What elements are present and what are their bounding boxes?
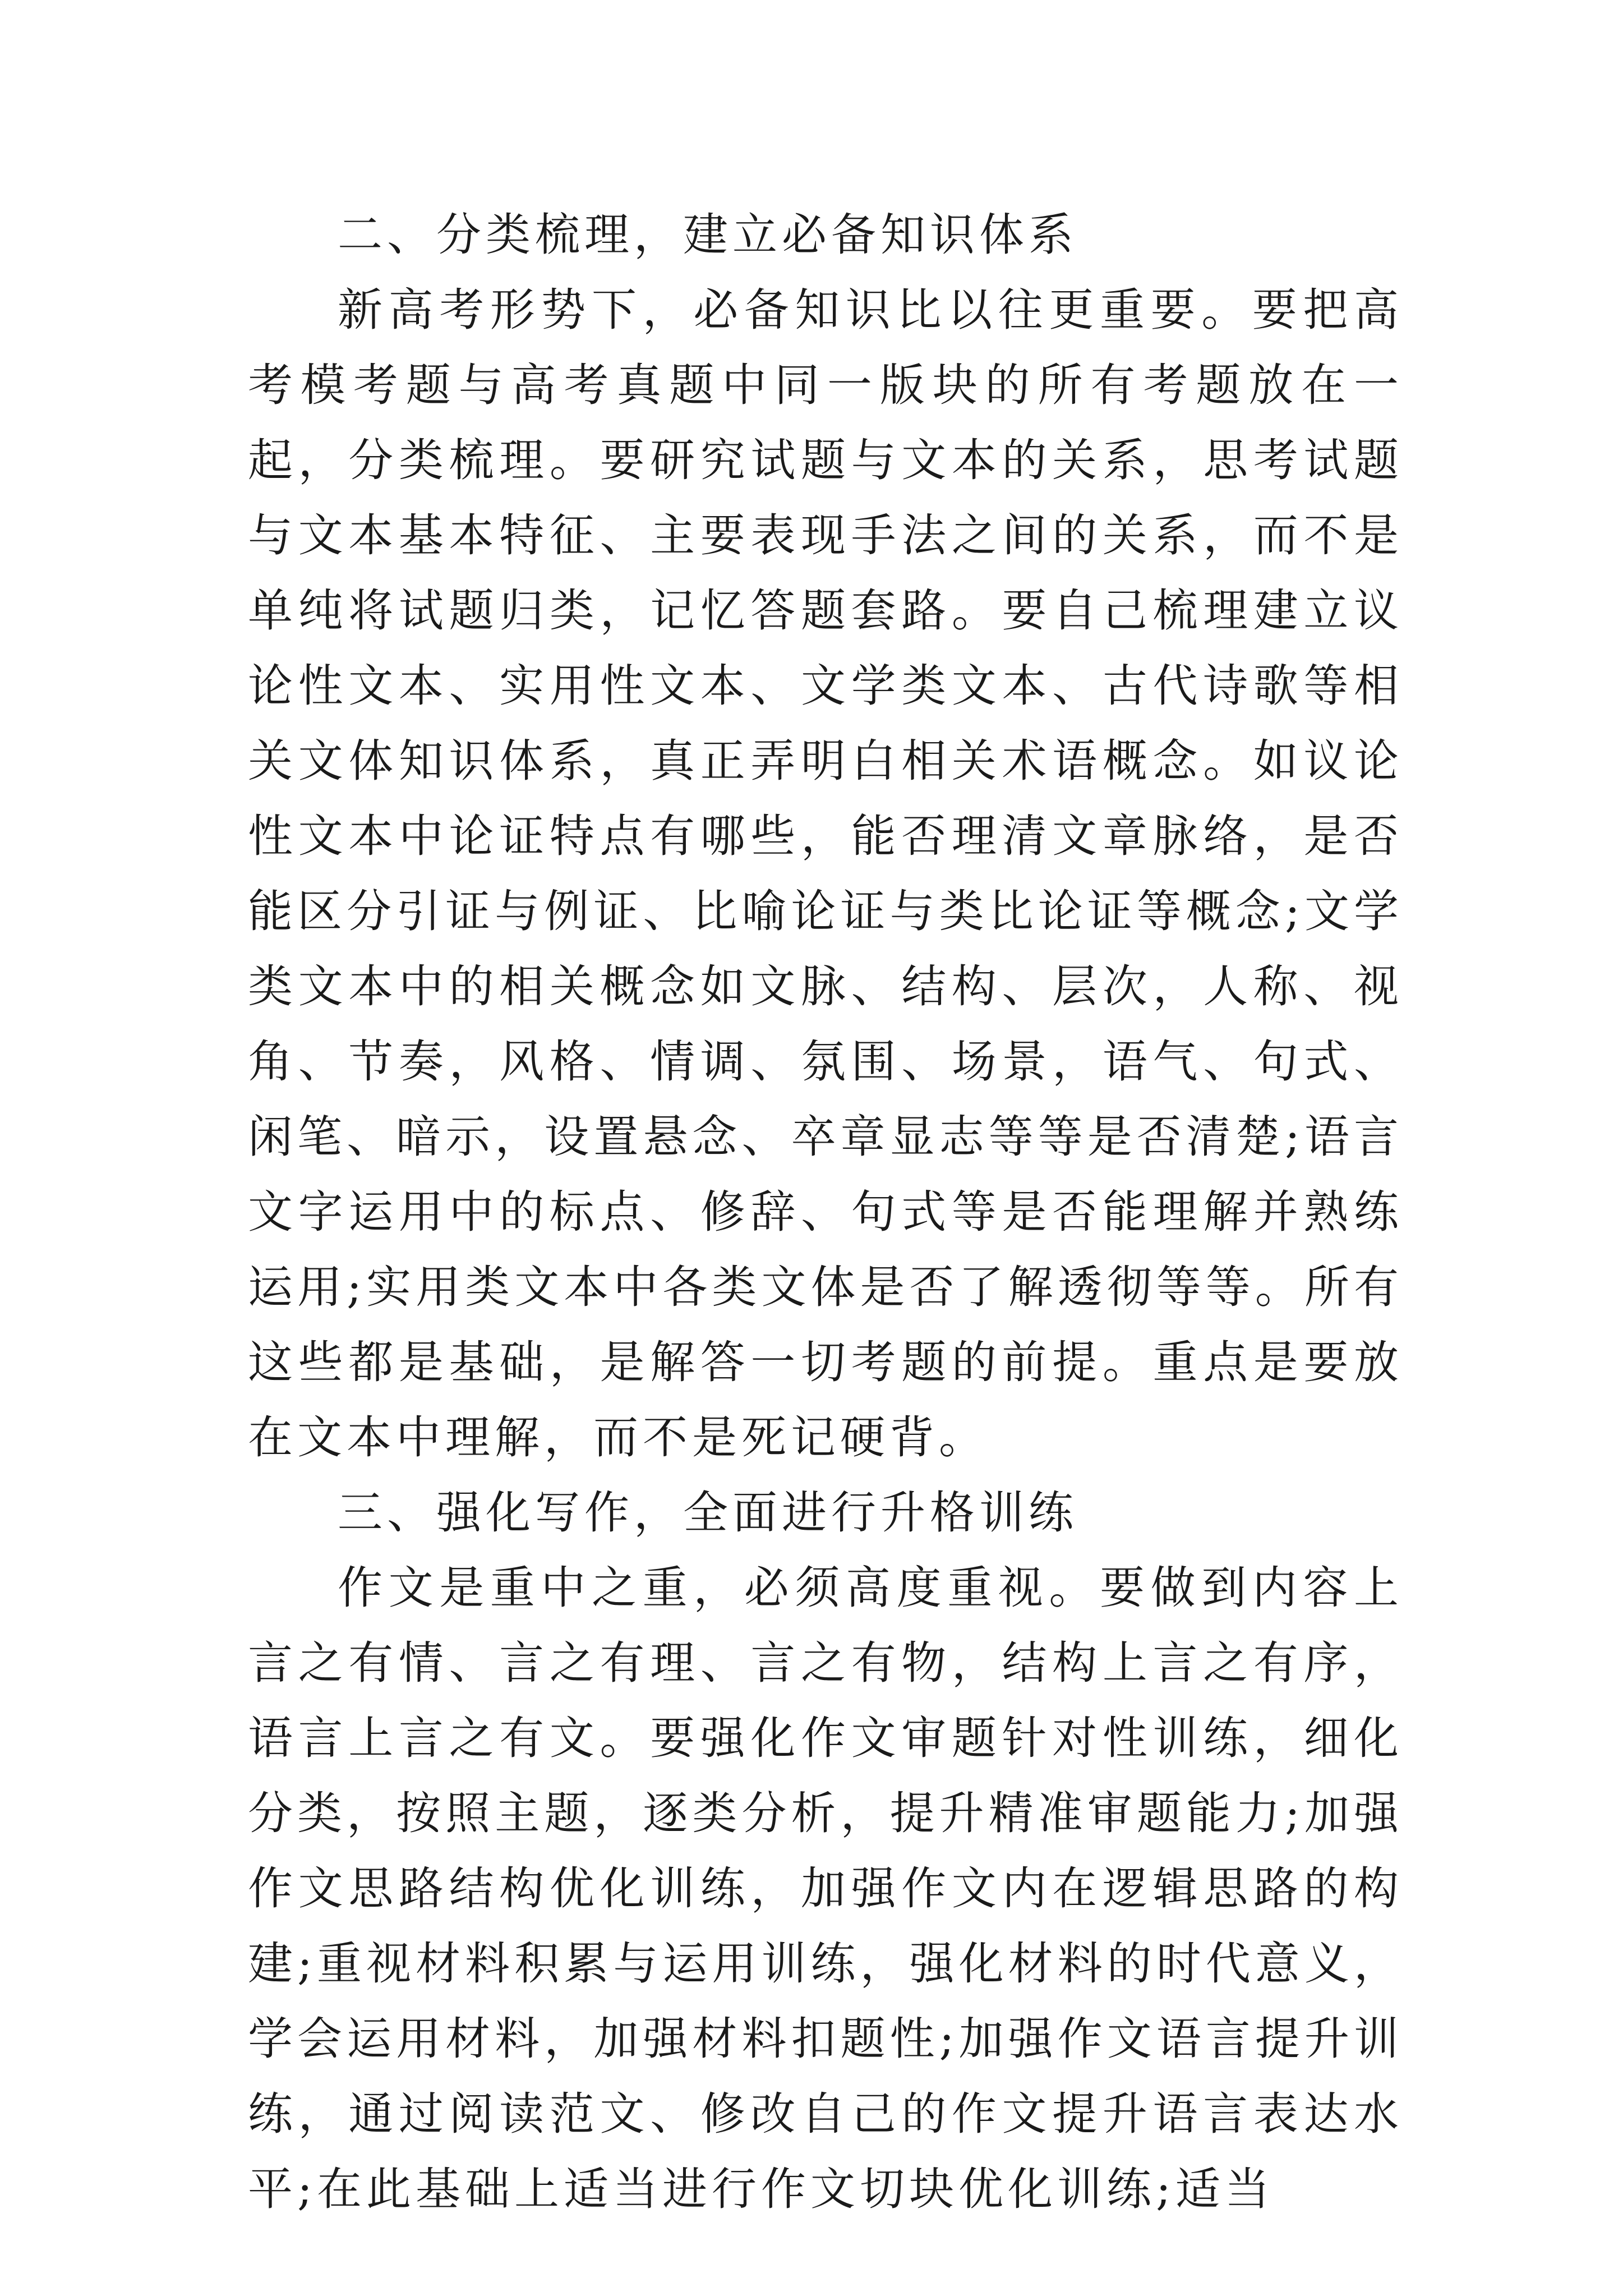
section-heading-2: 二、分类梳理，建立必备知识体系: [338, 209, 1078, 261]
document-body: [248, 197, 1403, 2227]
paragraph-knowledge-system: 新高考形势下，必备知识比以往更重要。要把高考模考题与高考真题中同一版块的所有考题放在一起，分类梳理。要研究试题与文本的关系，思考试题与文本基本特征、主要表现手法之间的关系，而不是单纯将试题归类，记忆答题套路。要自己梳理建立议论性文本、实用性文本、文学类文本、古代诗歌等相关文体知识体系，真正弄明白相关术语概念。如议论性文本中论证特点有哪些，能否理清文章脉络，是否能区分引证与例证、比喻论证与类比论证等概念;文学类文本中的相关概念如文脉、结构、层次，人称、视角、节奏，风格、情调、氛围、场景，语气、句式、闲笔、暗示，设置悬念、卒章显志等等是否清楚;语言文字运用中的标点、修辞、句式等是否能理解并熟练运用;实用类文本中各类文体是否了解透彻等等。所有这些都是基础，是解答一切考题的前提。重点是要放在文本中理解，而不是死记硬背。: [248, 284, 1403, 1464]
paragraph-writing-training: 作文是重中之重，必须高度重视。要做到内容上言之有情、言之有理、言之有物，结构上言之有序，语言上言之有文。要强化作文审题针对性训练，细化分类，按照主题，逐类分析，提升精准审题能力;加强作文思路结构优化训练，加强作文内在逻辑思路的构建;重视材料积累与运用训练，强化材料的时代意义，学会运用材料，加强材料扣题性;加强作文语言提升训练，通过阅读范文、修改自己的作文提升语言表达水平;在此基础上适当进行作文切块优化训练;适当: [248, 1562, 1403, 2215]
section-heading-3: 三、强化写作，全面进行升格训练: [338, 1487, 1078, 1539]
